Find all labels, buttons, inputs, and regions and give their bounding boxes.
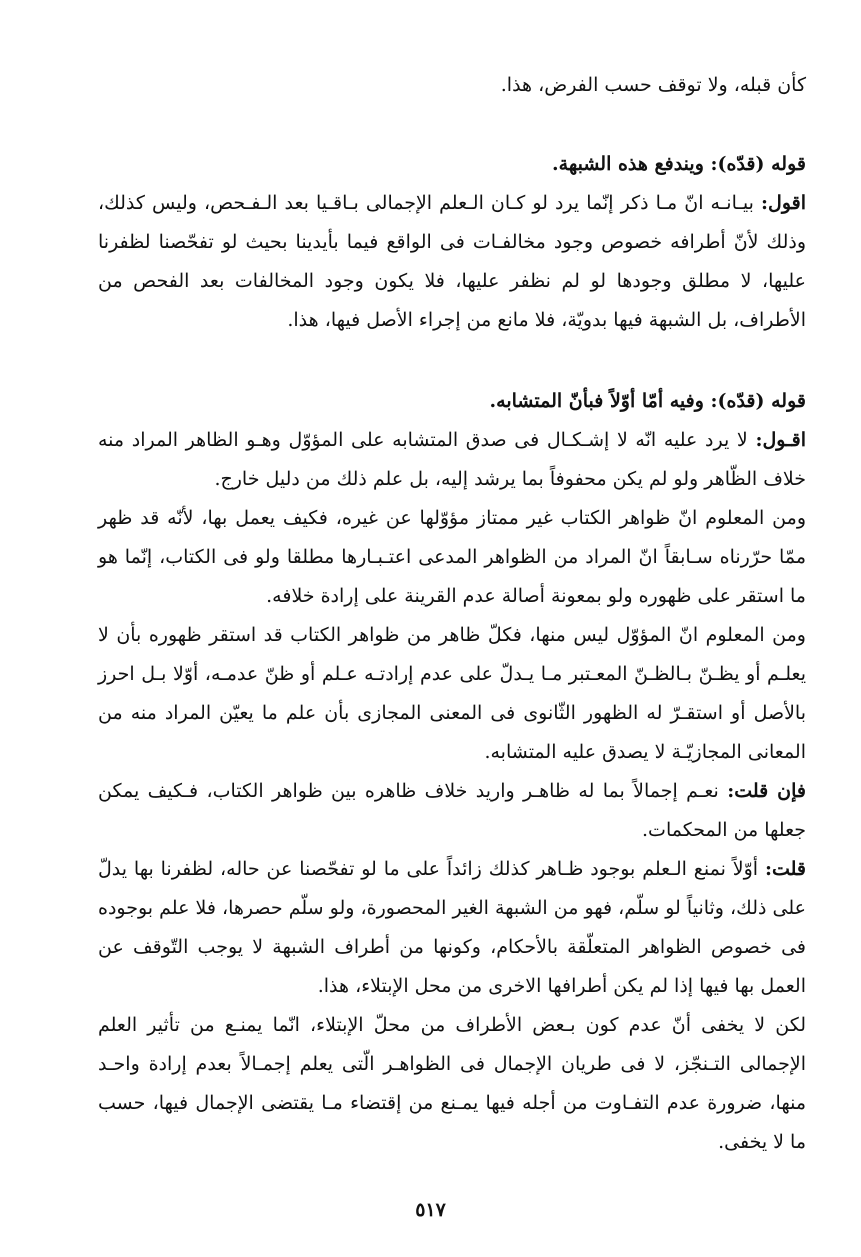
answer-text: لا یرد علیه انّه لا إشـكـال فی صدق المتشابه علی المؤوّل وهـو الظاهر المراد منه خلاف الظّاهر ولو لم یكن محفوفاً بما یرشد إلیه، بل علم ذلك من دلیل خارج.: [98, 429, 806, 490]
answer-text: بيـانـه انّ مـا ذكر إنّما يرد لو كـان الـعلم الإجمالی بـاقـیا بعد الـفـحص، ولیس كذلك، وذلك لأنّ أطرافه خصوص وجود مخالفـات فی الواقع فیما بأیدینا بحیث لو تفحّصنا لظفرنا علیها، لا مطلق وجودها لو لم نظفر علیها، فلا یكون وجود المخالفات بعد الفحص من الأطراف، بل الشبهة فیها بدویّة، فلا مانع من إجراء الأصل فیها، هذا.: [98, 192, 806, 331]
page-number: ٥١٧: [415, 1199, 446, 1221]
final-paragraph: لكن لا یخفی أنّ عدم كون بـعض الأطراف من محلّ الإبتلاء، انّما یمنـع من تأثیر العلم الإجمالی التـنجّز، لا فی طریان الإجمال فی الظواهـر الّتی یعلم إجمـالاً بعدم إرادة واحـد منها، ضرورة عدم التفـاوت من أجله فیها یمـنع من إقتضاء مـا یقتضی الإجمال فیها، حسب ما لا یخفی.: [98, 1014, 806, 1153]
reply-lead-label: قلت:: [764, 858, 806, 880]
section2-answer: [98, 421, 806, 499]
objection-lead-label: فإن قلت:: [727, 780, 806, 802]
objection-paragraph: [98, 772, 806, 850]
answer-lead-label: اقول:: [761, 192, 806, 214]
document-body: [98, 66, 806, 1162]
section-spacer: [98, 105, 806, 145]
reply-paragraph: [98, 850, 806, 1006]
opening-line: كأن قبله، ولا توقف حسب الفرض، هذا.: [500, 74, 806, 96]
section2-paragraph-3: ومن المعلوم انّ المؤوّل لیس منها، فكلّ ظاهر من ظواهر الكتاب قد استقر ظهوره بأن لا یعلـم أو یظـنّ بـالظـنّ المعـتبر مـا یـدلّ علی عدم إرادتـه عـلم أو ظنّ عدمـه، أوّلا بـل احرز بالأصل أو استقـرّ له الظهور الثّانوی فی المعنی المجازی بأن علم ما یعیّن المراد منه من المعانی المجازیّـة لا یصدق علیه المتشابه.: [98, 624, 806, 763]
section-heading-1: قوله (قدّه): ويندفع هذه الشبهة.: [552, 153, 806, 175]
answer-lead-label: اقـول:: [755, 429, 806, 451]
section2-paragraph-2: ومن المعلوم انّ ظواهر الكتاب غیر ممتاز مؤوّلها عن غیره، فكیف یعمل بها، لأنّه قد ظهر ممّا حرّرناه سـابقاً انّ المراد من الظواهر المدعی اعتـبـارها مطلقا ولو فی الكتاب، إنّما هو ما استقر علی ظهوره ولو بمعونة أصالة عدم القرینة علی إرادة خلافه.: [98, 507, 806, 607]
section-spacer: [98, 340, 806, 382]
section-heading-2: قوله (قدّه): وفیه أمّا أوّلاً فبأنّ المتشابه.: [489, 390, 806, 412]
reply-text: أوّلاً نمنع الـعلم بوجود ظـاهر كذلك زائداً علی ما لو تفحّصنا عن حاله، لظفرنا بها یدلّ علی ذلك، وثانیاً لو سلّم، فهو من الشبهة الغیر المحصورة، ولو سلّم حصرها، فلا علم بوجوده فی خصوص الظواهر المتعلّقة بالأحكام، وكونها من أطراف الشبهة لا یوجب التّوقف عن العمل بها فیها إذا لم یكن أطرافها الاخری من محل الإبتلاء، هذا.: [98, 858, 806, 997]
section1-answer: [98, 184, 806, 340]
objection-text: نعـم إجمالاً بما له ظاهـر وارید خلاف ظاهره بین ظواهر الكتاب، فـكیف یمكن جعلها من المحكمات.: [98, 780, 806, 841]
